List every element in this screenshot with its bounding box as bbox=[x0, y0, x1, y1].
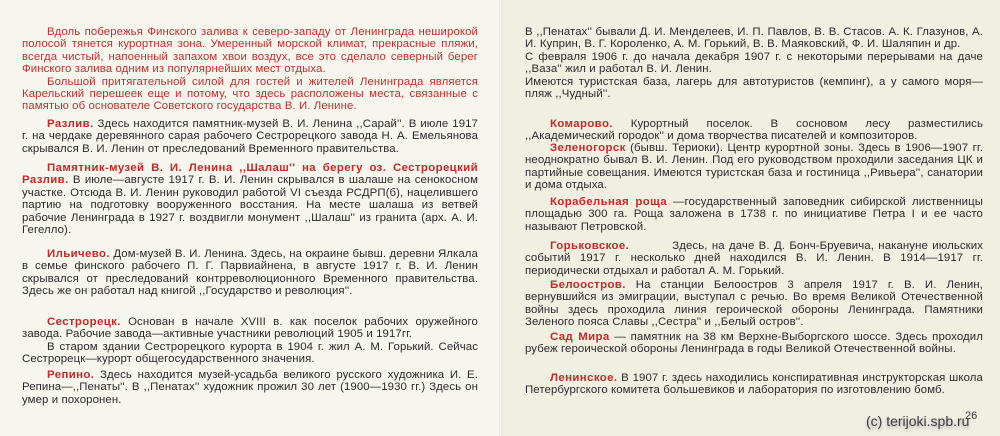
section-body: — памятник на 38 км Верхне-Выборгского шоссе. Здесь проходил рубеж героической обороны Ленинграда в годы Великой Отечественной войны. bbox=[525, 331, 983, 356]
section-body: Курортный поселок. В сосновом лесу разместились ,,Академический городок'' и дома творчества писателей и композиторов. bbox=[525, 118, 983, 143]
section-komarovo bbox=[525, 118, 983, 143]
section-body: В 1907 г. здесь находились конспиративная инструкторская школа Петербургского комитета большевиков и лаборатория по изготовлению бомб. bbox=[525, 372, 983, 397]
penaty-continued bbox=[525, 26, 983, 100]
section-gorkovskoe bbox=[525, 240, 987, 277]
section-leninskoe bbox=[525, 372, 983, 397]
section-repino bbox=[22, 369, 478, 406]
section-body: Дом-музей В. И. Ленина. Здесь, на окраине бывш. деревни Ялкала в семье финского рабочего П. Г. Парвиайнена, в августе 1917 г. В. И. Ленин скрывался от преследований контрреволюционного Временного правительства. Здесь же он работал над книгой ,,Государство и революция''. bbox=[22, 248, 478, 298]
intro-paragraph: Вдоль побережья Финского залива к северо-западу от Ленинграда неширокой полосой тянется курортная зона. Умеренный морской климат, прекрасные пляжи, всегда чистый, напоенный запахом хвои воздух, все это сделало северный берег Финского залива одним из популярнейших мест отдыха. bbox=[22, 26, 478, 76]
section-title: Репино. bbox=[47, 369, 95, 381]
section-razliv bbox=[22, 118, 478, 155]
section-title: Белоостров. bbox=[550, 279, 626, 291]
section-beloostrov bbox=[525, 279, 983, 329]
intro-paragraph: Большой притягательной силой для гостей и жителей Ленинграда является Карельский перешеек еще и потому, что здесь расположены места, связанные с памятью об основателе Советского государства В. И. Ленине. bbox=[22, 75, 478, 113]
section-title: Памятник-музей В. И. Ленина ,,Шалаш'' на берегу оз. Сестрорецкий Разлив. bbox=[22, 162, 478, 187]
section-body: Основан в начале XVIII в. как поселок рабочих оружейного завода. Рабочие завода—активные участники революций 1905 и 1917гг. bbox=[22, 316, 478, 341]
watermark: (c) terijoki.spb.ru bbox=[866, 413, 970, 429]
section-sestroretsk bbox=[22, 316, 478, 366]
section-title: Зеленогорск bbox=[550, 142, 626, 154]
section-title: Разлив. bbox=[47, 118, 94, 130]
page-fold bbox=[499, 0, 502, 436]
section-korabelnaya-roshcha bbox=[525, 196, 983, 233]
section-body: В старом здании Сестрорецкого курорта в 1904 г. жил А. М. Горький. Сейчас Сестрорецк—курорт общегосударственного значения. bbox=[22, 340, 478, 366]
section-body: В июле—августе 1917 г. В. И. Ленин скрывался в шалаше на сенокосном участке. Отсюда В. И. Ленин руководил работой VI съезда РСДРП(б), нацелившего партию на подготовку вооруженного восстания. На месте шалаша из ветвей рабочие Ленинграда в 1927 г. воздвигли монумент ,,Шалаш'' из гранита (арх. А. И. Гегелло). bbox=[22, 174, 478, 237]
section-ilichevo bbox=[22, 248, 478, 298]
intro-text bbox=[22, 26, 478, 113]
section-body: Здесь находится памятник-музей В. И. Ленина ,,Сарай''. В июле 1917 г. на чердаке деревянного сарая рабочего Сестрорецкого завода Н. А. Емельянова скрывался В. И. Ленин от преследований Временного правительства. bbox=[22, 118, 478, 155]
section-sad-mira bbox=[525, 331, 983, 356]
section-title: Сестрорецк. bbox=[47, 316, 121, 328]
section-title: Горьковское. bbox=[550, 240, 630, 252]
section-zelenogorsk bbox=[525, 142, 983, 192]
section-title: Сад Мира bbox=[550, 331, 610, 343]
section-title: Ильичево. bbox=[47, 248, 110, 260]
section-body: (бывш. Териоки). Центр курортной зоны. Здесь в 1906—1907 гг. неоднократно бывал В. И. Ленин. Под его руководством проходили заседания ЦК и партийные совещания. Имеются туристская база и гостиница ,,Ривьера'', санатории и дома отдыха. bbox=[525, 142, 983, 192]
paragraph: Имеются туристская база, лагерь для автотуристов (кемпинг), а у самого моря—пляж ,,Чудный''. bbox=[525, 75, 983, 101]
section-title: Ленинское. bbox=[550, 372, 618, 384]
section-shalash bbox=[22, 162, 478, 236]
page-number: 26 bbox=[965, 410, 978, 422]
section-body: Здесь находится музей-усадьба великого русского художника И. Е. Репина—,,Пенаты''. В ,,Пенатах'' художник прожил 30 лет (1900—1930 гг.) Здесь он умер и похоронен. bbox=[22, 369, 478, 406]
paragraph: В ,,Пенатах'' бывали Д. И. Менделеев, И. П. Павлов, В. В. Стасов. А. К. Глазунов, А. И. Куприн, В. Г. Короленко, А. М. Горький, В. В. Маяковский, Ф. И. Шаляпин и др. bbox=[525, 26, 983, 51]
section-body: Здесь, на даче В. Д. Бонч-Бруевича, накануне июльских событий 1917 г. несколько дней находился В. И. Ленин. В 1914—1917 гг. периодически отдыхал и работал А. М. Горький. bbox=[525, 240, 987, 277]
paragraph: С февраля 1906 г. до начала декабря 1907 г. с некоторыми перерывами на даче ,,Ваза'' жил и работал В. И. Ленин. bbox=[525, 50, 983, 76]
section-title: Комарово. bbox=[550, 118, 613, 130]
section-body: —государственный заповедник сибирской лиственницы площадью 300 га. Роща заложена в 1738 г. по инициативе Петра I и ее часто называют Петровской. bbox=[525, 196, 983, 233]
section-title: Корабельная роща bbox=[550, 196, 668, 208]
section-body: На станции Белоостров 3 апреля 1917 г. В. И. Ленин, вернувшийся из эмиграции, выступал с речью. Во время Великой Отечественной войны здесь проходила линия героической обороны Ленинграда. Памятники Зеленого пояса Славы ,,Сестра'' и ,,Белый остров''. bbox=[525, 279, 983, 329]
